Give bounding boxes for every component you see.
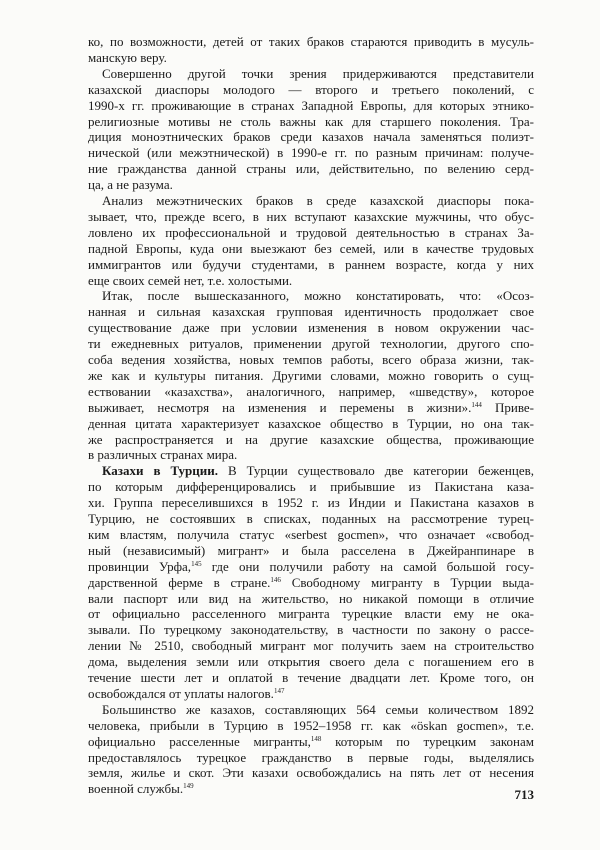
text-line — [88, 606, 534, 621]
line-text: в различных странах мира. — [88, 447, 238, 463]
text-line — [88, 177, 534, 192]
text-line — [88, 320, 534, 335]
line-text: освобождался от уплаты налогов. — [88, 685, 274, 701]
footnote-ref: 149 — [183, 782, 194, 791]
line-text-continued: Приве- — [481, 399, 534, 415]
line-text: дарственной ферме в стране. — [88, 574, 271, 590]
line-text-continued: В Турции существовало две категории беженцев, — [217, 463, 534, 479]
line-text: иммигрантов или будучи студентами, в раннем возрасте, когда у них — [88, 256, 534, 272]
line-text: предоставлялось турецкое гражданство в первые годы, выделялись — [88, 749, 534, 765]
text-line — [88, 209, 534, 224]
footnote-ref: 145 — [191, 559, 202, 568]
line-text: от официально расселенного мигранта турецкие власти ему не ока- — [88, 606, 534, 622]
line-text: религиозные мотивы не столь важны как для старшего поколения. Тра- — [88, 113, 534, 129]
line-text: же распространяется и на другие казахские общества, проживающие — [88, 431, 534, 447]
line-text: земля, жилье и скот. Эти казахи освобождались на пять лет от несения — [88, 765, 534, 781]
text-line — [88, 479, 534, 494]
line-text: Итак, после вышесказанного, можно констатировать, что: «Осоз- — [102, 288, 534, 304]
text-line — [88, 511, 534, 526]
line-text: лении № 2510, свободный мигрант мог получить заем на строительство — [88, 638, 534, 654]
line-text: дома, выделения земли или открытия своего дела с погашением его в — [88, 654, 534, 670]
text-line — [88, 638, 534, 653]
line-text-continued: где они получили работу на самой большой госу- — [201, 558, 534, 574]
line-text: течение шести лет и оплатой в течение двадцати лет. Кроме того, он — [88, 670, 534, 685]
line-text: официально расселенные мигранты, — [88, 733, 311, 749]
line-text: еще своих семей нет, т.е. холостыми. — [88, 272, 293, 288]
text-line — [88, 288, 534, 303]
line-text: нанная и сильная казахская групповая идентичность продолжает свое — [88, 304, 534, 320]
footnote-ref: 147 — [273, 686, 285, 695]
text-line — [88, 765, 534, 780]
line-text: нической (или межэтнической) в 1990-е гг. по разным причинам: получе- — [88, 145, 534, 161]
line-text: соба ведения хозяйства, новых темпов работы, всего образа жизни, так- — [88, 352, 534, 367]
text-line — [88, 750, 534, 765]
line-text: зывали. По турецкому законодательству, в частности по закону о рассе- — [88, 622, 534, 638]
line-text: Турцию, не состоявших в списках, поданных на рассмотрение турец- — [88, 511, 534, 526]
text-line — [88, 543, 534, 558]
text-line — [88, 400, 534, 415]
text-line — [88, 241, 534, 256]
text-line — [88, 734, 534, 749]
line-text: выживает, несмотря на изменения и перемены в жизни». — [88, 399, 472, 415]
text-line — [88, 447, 534, 462]
section-heading: Казахи в Турции. — [102, 463, 218, 479]
footnote-ref: 146 — [270, 575, 281, 584]
text-line — [88, 416, 534, 431]
text-line — [88, 129, 534, 144]
line-text: военной службы. — [88, 781, 184, 797]
line-text: манскую веру. — [88, 49, 167, 65]
text-line — [88, 654, 534, 669]
line-text: Анализ межэтнических браков в среде казахской диаспоры пока- — [102, 193, 534, 208]
line-text: ти ежедневных ритуалов, применении другой технологии, другого спо- — [88, 336, 534, 352]
line-text: зывает, что, прежде всего, в них вступают казахские мужчины, что обус- — [88, 208, 534, 224]
text-line — [88, 686, 534, 701]
text-line — [88, 622, 534, 637]
line-text: ловлено их профессиональной и трудовой деятельностью в странах За- — [88, 224, 534, 240]
text-line — [88, 432, 534, 447]
text-line — [88, 559, 534, 574]
line-text: Совершенно другой точки зрения придерживаются представители — [102, 65, 534, 81]
line-text-continued: которым по турецким законам — [321, 733, 534, 749]
footnote-ref: 144 — [471, 400, 482, 409]
line-text: ким властям, получила статус «serbest gocmen», что означает «свобод- — [88, 526, 534, 542]
text-line — [88, 34, 534, 49]
line-text: человека, прибыли в Турцию в 1952–1958 гг. как «öskan gocmen», т.е. — [88, 717, 534, 733]
text-line — [88, 273, 534, 288]
text-line — [88, 463, 534, 478]
text-line — [88, 527, 534, 542]
line-text: же как и культуры питания. Другими словами, можно говорить о сущ- — [88, 367, 534, 383]
text-line — [88, 702, 534, 717]
line-text: провинции Урфа, — [88, 558, 192, 574]
line-text: ко, по возможности, детей от таких браков стараются приводить в мусуль- — [88, 34, 534, 49]
footnote-ref: 148 — [310, 734, 322, 743]
text-line — [88, 575, 534, 590]
text-line — [88, 718, 534, 733]
text-line — [88, 98, 534, 113]
line-text: 1990-х гг. проживающие в странах Западной Европы, для которых этнико- — [88, 97, 534, 113]
text-line — [88, 50, 534, 65]
text-line — [88, 161, 534, 176]
line-text: ца, а не разума. — [88, 177, 173, 193]
text-line — [88, 66, 534, 81]
line-text: по которым дифференцировались и прибывшие из Пакистана каза- — [88, 479, 534, 495]
text-line — [88, 781, 534, 796]
text-line — [88, 145, 534, 160]
text-line — [88, 352, 534, 367]
text-line — [88, 304, 534, 319]
text-line — [88, 495, 534, 510]
text-line — [88, 384, 534, 399]
text-line — [88, 670, 534, 685]
line-text: Большинство же казахов, составляющих 564 семьи количеством 1892 — [102, 701, 534, 717]
line-text: казахской диаспоры молодого — второго и третьего поколений, с — [88, 81, 534, 97]
line-text: ный (независимый) мигрант» и была расселена в Джейранпинаре в — [88, 542, 534, 558]
text-line — [88, 257, 534, 272]
line-text: вали паспорт или вид на жительство, но никакой помощи в отличие — [88, 590, 534, 606]
book-page — [88, 34, 534, 824]
line-text: хи. Группа переселившихся в 1952 г. из Индии и Пакистана казахов в — [88, 495, 534, 511]
text-line — [88, 591, 534, 606]
line-text: ествовании «казахства», аналогичного, например, «шведству», которое — [88, 383, 534, 399]
line-text: ние гражданства данной страны или, действительно, по велению серд- — [88, 161, 534, 177]
text-line — [88, 368, 534, 383]
text-line — [88, 225, 534, 240]
text-line — [88, 193, 534, 208]
line-text: диция моноэтнических браков среди казахов начала заменяться полиэт- — [88, 129, 534, 145]
line-text: падной Европы, куда они выезжают без семей, или в качестве трудовых — [88, 240, 534, 256]
page-number: 713 — [514, 787, 534, 802]
text-line — [88, 336, 534, 351]
text-line — [88, 114, 534, 129]
text-line — [88, 82, 534, 97]
line-text-continued: Свободному мигранту в Турции выда- — [280, 574, 535, 590]
line-text: денная цитата характеризует казахское общество в Турции, но она так- — [88, 415, 534, 431]
line-text: существование даже при условии изменения в новом окружении час- — [88, 320, 534, 336]
